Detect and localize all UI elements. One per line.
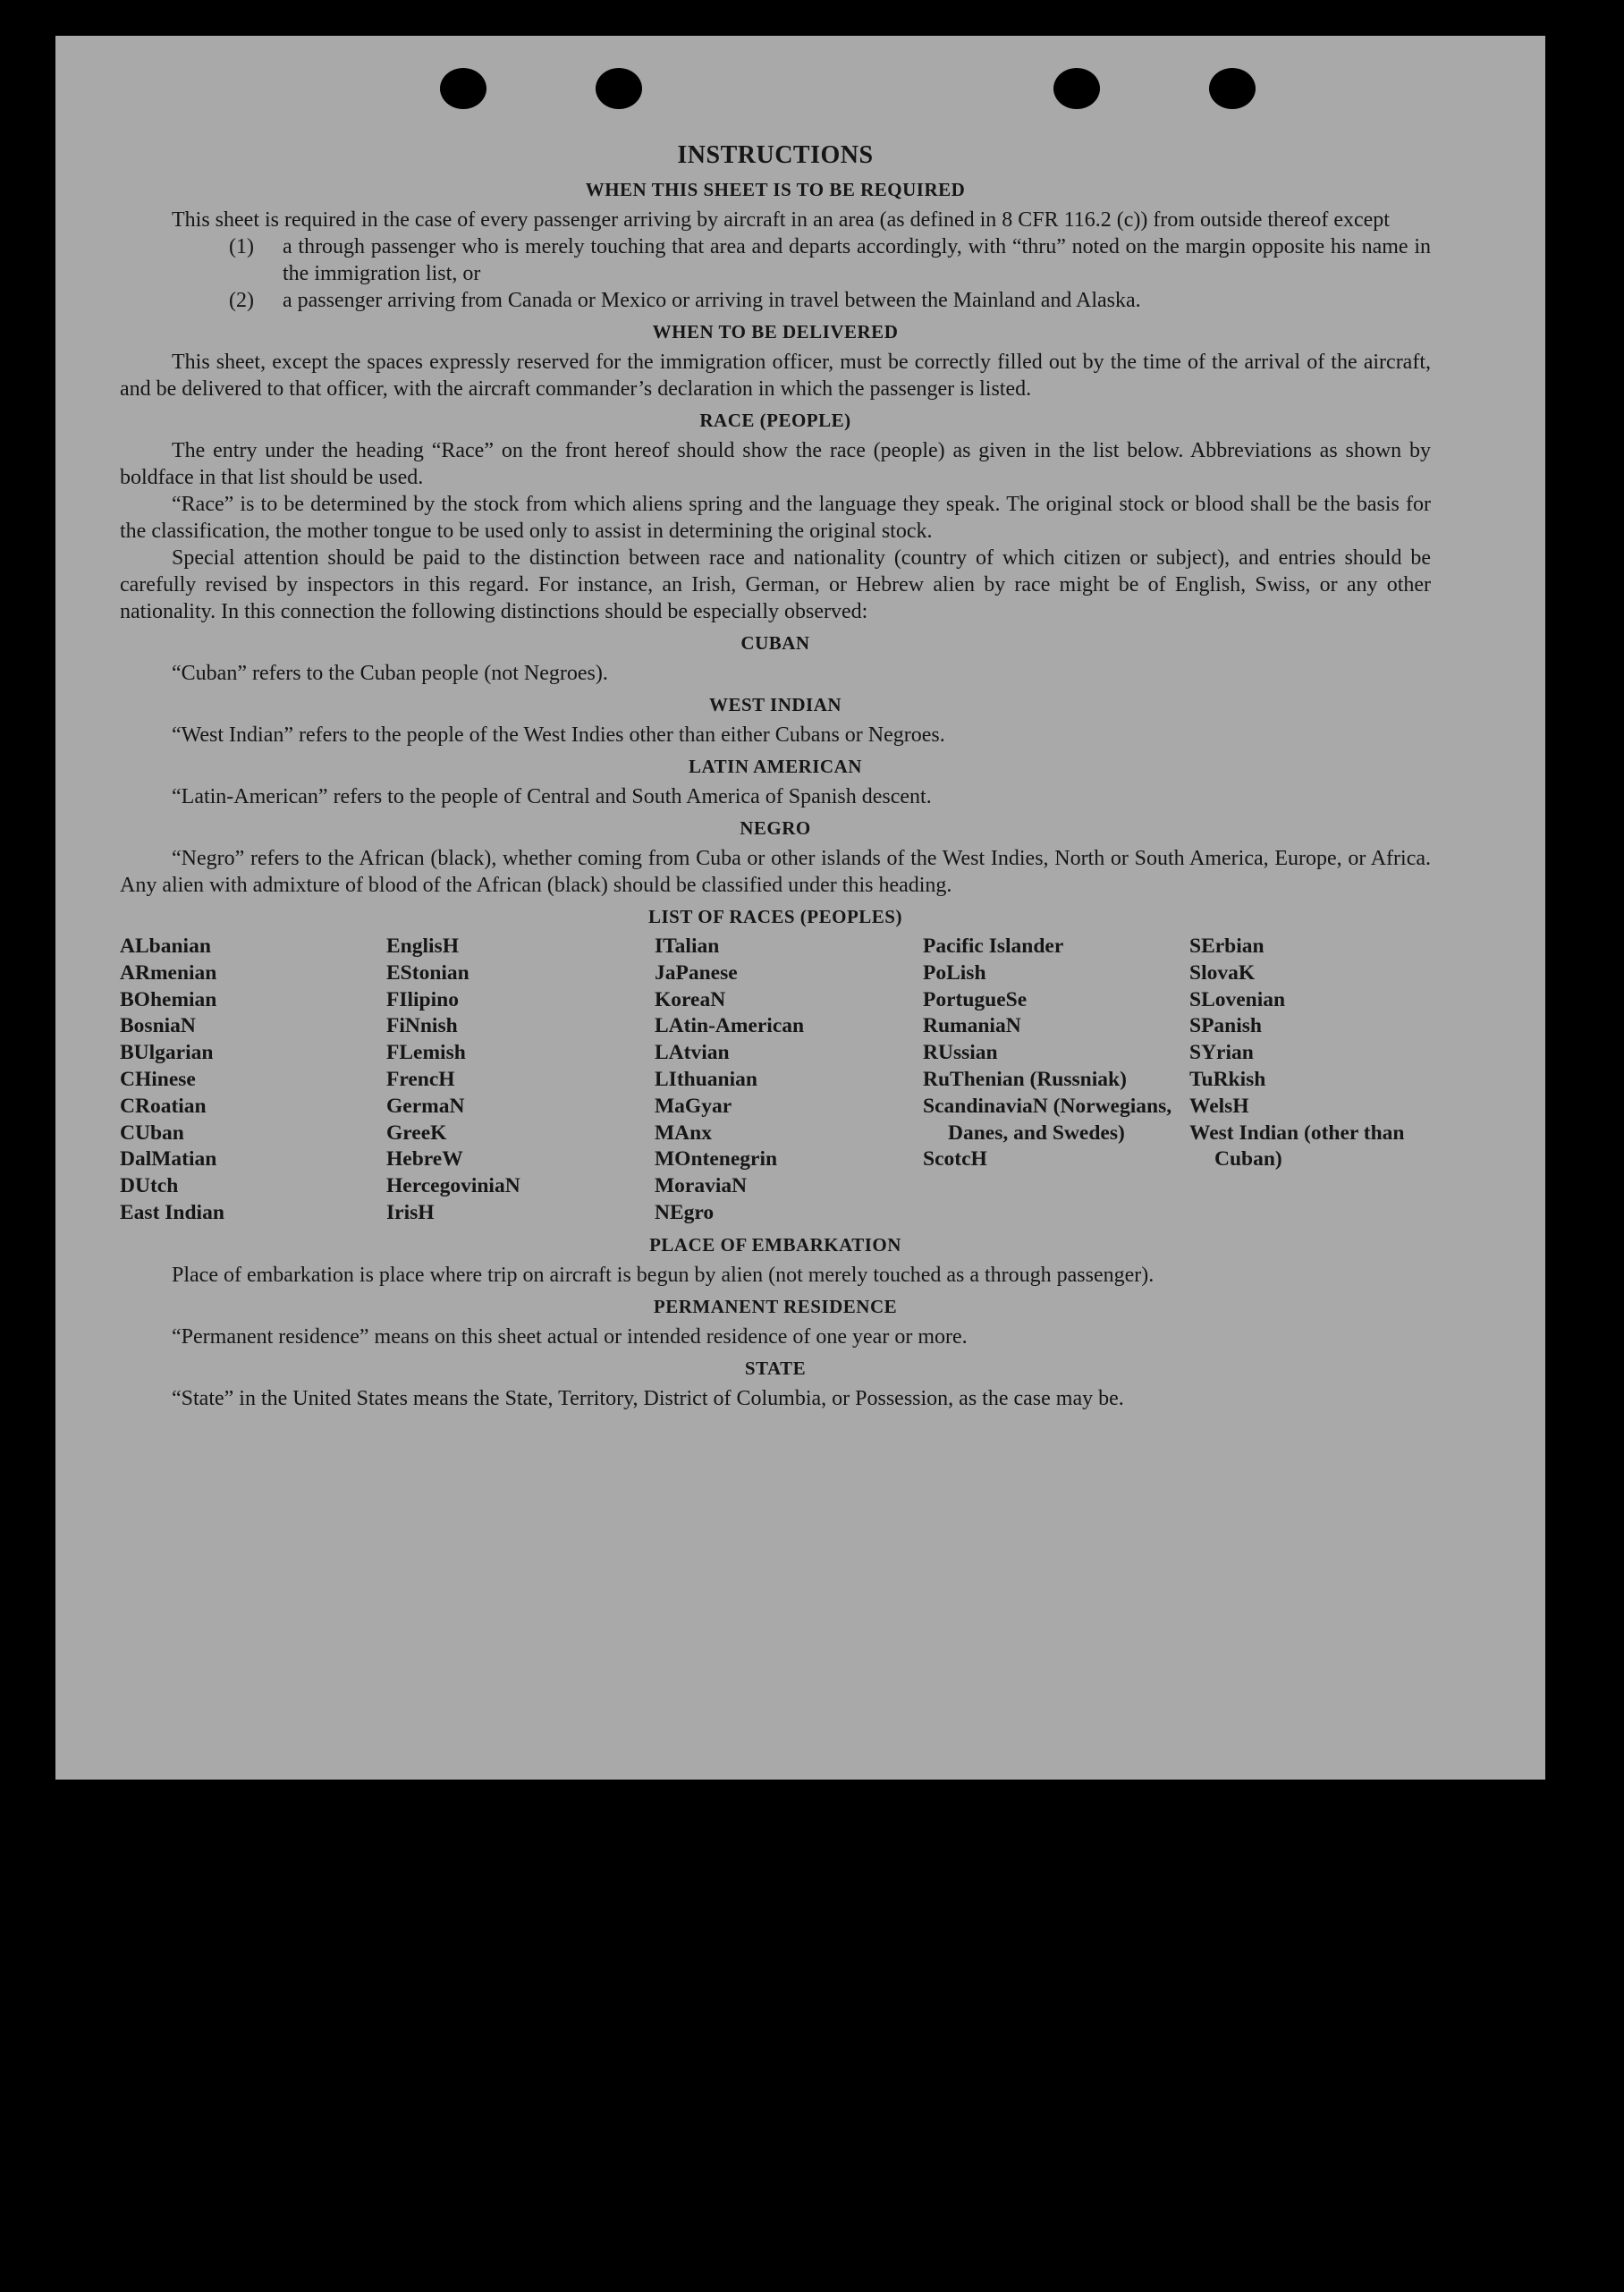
race-entry: DalMatian <box>120 1147 217 1171</box>
punch-hole <box>596 68 642 109</box>
heading-embarkation: PLACE OF EMBARKATION <box>649 1233 901 1256</box>
heading-west-indian: WEST INDIAN <box>708 694 842 715</box>
race-entry: JaPanese <box>655 960 738 985</box>
embarkation-text: Place of embarkation is place where trip on aircraft is begun by alien (not merely touched as a through passenger). <box>172 1263 1155 1287</box>
cuban-text: “Cuban” refers to the Cuban people (not Negroes). <box>172 662 608 685</box>
race-entry: ScandinaviaN (Norwegians, Danes, and Swedes) <box>923 1094 1172 1145</box>
race-entry: EStonian <box>386 960 469 985</box>
race-entry: MAnx <box>655 1121 712 1145</box>
race-entry: TuRkish <box>1189 1067 1266 1091</box>
race-entry: ScotcH <box>923 1147 987 1171</box>
item-number: (1) <box>229 235 254 258</box>
race-entry: ITalian <box>655 935 720 958</box>
heading-residence: PERMANENT RESIDENCE <box>653 1295 898 1317</box>
race-entry: BUlgarian <box>120 1041 214 1065</box>
race-entry: SLovenian <box>1189 987 1286 1011</box>
races-column-2 <box>386 934 655 1227</box>
race-paragraph-3: Special attention should be paid to the distinction between race and nationality (country of which citizen or subject), and entries should be carefully revised by inspectors in this regard. For instance, an Irish, German, or Hebrew alien by race might be of English, Swiss, or any other nationality. In this connection the following distinctions should be especially observed: <box>120 546 1431 623</box>
race-entry: MaGyar <box>655 1094 732 1118</box>
race-entry: FiNnish <box>386 1014 458 1038</box>
race-entry: SPanish <box>1189 1014 1262 1038</box>
races-column-5 <box>1189 934 1431 1227</box>
latin-american-text: “Latin-American” refers to the people of Central and South America of Spanish descent. <box>172 785 932 808</box>
race-entry: SErbian <box>1189 935 1265 958</box>
instruction-sheet <box>55 36 1545 1780</box>
race-entry: HebreW <box>386 1147 463 1171</box>
race-entry: CRoatian <box>120 1094 207 1118</box>
race-entry: RumaniaN <box>923 1014 1021 1038</box>
race-entry: CHinese <box>120 1067 196 1091</box>
required-item <box>120 287 1431 314</box>
race-entry: WelsH <box>1189 1094 1249 1118</box>
race-entry: HercegoviniaN <box>386 1174 520 1198</box>
punch-hole <box>1053 68 1100 109</box>
race-entry: ALbanian <box>120 935 211 958</box>
heading-latin-american: LATIN AMERICAN <box>689 756 862 777</box>
item-text: a passenger arriving from Canada or Mexico or arriving in travel between the Mainland and Alaska. <box>283 289 1141 312</box>
race-entry: DUtch <box>120 1174 179 1198</box>
required-intro: This sheet is required in the case of every passenger arriving by aircraft in an area (as defined in 8 CFR 116.2 (c)) from outside thereof except <box>172 208 1390 232</box>
race-entry: SlovaK <box>1189 960 1256 985</box>
race-entry: West Indian (other than Cuban) <box>1189 1121 1405 1171</box>
race-entry: Pacific Islander <box>923 935 1064 958</box>
required-item <box>120 233 1431 287</box>
race-entry: RUssian <box>923 1041 998 1065</box>
race-entry: LAtvian <box>655 1041 730 1065</box>
race-entry: KoreaN <box>655 987 726 1011</box>
heading-required: WHEN THIS SHEET IS TO BE REQUIRED <box>585 179 966 200</box>
heading-cuban: CUBAN <box>740 632 810 654</box>
west-indian-text: “West Indian” refers to the people of the West Indies other than either Cubans or Negroes. <box>172 723 945 747</box>
races-column-1 <box>120 934 386 1227</box>
page-title: INSTRUCTIONS <box>677 141 874 169</box>
race-entry: FIlipino <box>386 987 459 1011</box>
race-paragraph-1: The entry under the heading “Race” on the front hereof should show the race (people) as given in the list below. Abbreviations as shown by boldface in that list should be used. <box>120 439 1431 489</box>
item-number: (2) <box>229 289 254 312</box>
race-entry: PortugueSe <box>923 987 1028 1011</box>
negro-text: “Negro” refers to the African (black), whether coming from Cuba or other islands of the West Indies, North or South America, Europe, or Africa. Any alien with admixture of blood of the African (black) should be classified under this heading. <box>120 847 1431 897</box>
residence-text: “Permanent residence” means on this sheet actual or intended residence of one year or more. <box>172 1324 968 1349</box>
races-column-3 <box>655 934 923 1227</box>
race-entry: ARmenian <box>120 960 217 985</box>
race-entry: FLemish <box>386 1041 466 1065</box>
race-entry: BOhemian <box>120 987 217 1011</box>
race-entry: MOntenegrin <box>655 1147 778 1171</box>
race-entry: FrencH <box>386 1067 455 1091</box>
race-entry: NEgro <box>655 1200 715 1224</box>
race-entry: PoLish <box>923 960 986 985</box>
race-entry: GermaN <box>386 1094 465 1118</box>
state-text: “State” in the United States means the State, Territory, District of Columbia, or Possession, as the case may be. <box>172 1386 1124 1410</box>
punch-hole <box>1209 68 1256 109</box>
race-entry: CUban <box>120 1121 184 1145</box>
heading-race: RACE (PEOPLE) <box>699 410 851 431</box>
race-entry: EnglisH <box>386 935 459 958</box>
punch-hole <box>440 68 486 109</box>
race-paragraph-2: “Race” is to be determined by the stock from which aliens spring and the language they speak. The original stock or blood shall be the basis for the classification, the mother tongue to be used only to assist in determining the original stock. <box>120 493 1431 543</box>
race-entry: IrisH <box>386 1200 435 1224</box>
race-entry: LAtin-American <box>655 1014 805 1038</box>
race-entry: East Indian <box>120 1200 224 1224</box>
races-column-4 <box>923 934 1189 1227</box>
delivered-text: This sheet, except the spaces expressly reserved for the immigration officer, must be correctly filled out by the time of the arrival of the aircraft, and be delivered to that officer, with the aircraft commander’s declaration in which the passenger is listed. <box>120 351 1431 401</box>
race-entry: BosniaN <box>120 1014 196 1038</box>
race-entry: GreeK <box>386 1121 447 1145</box>
race-entry: LIthuanian <box>655 1067 757 1091</box>
item-text: a through passenger who is merely touching that area and departs accordingly, with “thru” noted on the margin opposite his name in the immigration list, or <box>283 235 1431 285</box>
heading-list-of-races: LIST OF RACES (PEOPLES) <box>648 906 902 927</box>
heading-state: STATE <box>744 1357 807 1379</box>
heading-negro: NEGRO <box>740 817 811 839</box>
race-entry: RuThenian (Russniak) <box>923 1067 1127 1091</box>
races-list <box>120 934 1431 1227</box>
heading-delivered: WHEN TO BE DELIVERED <box>652 321 899 343</box>
race-entry: MoraviaN <box>655 1174 748 1198</box>
race-entry: SYrian <box>1189 1041 1254 1065</box>
